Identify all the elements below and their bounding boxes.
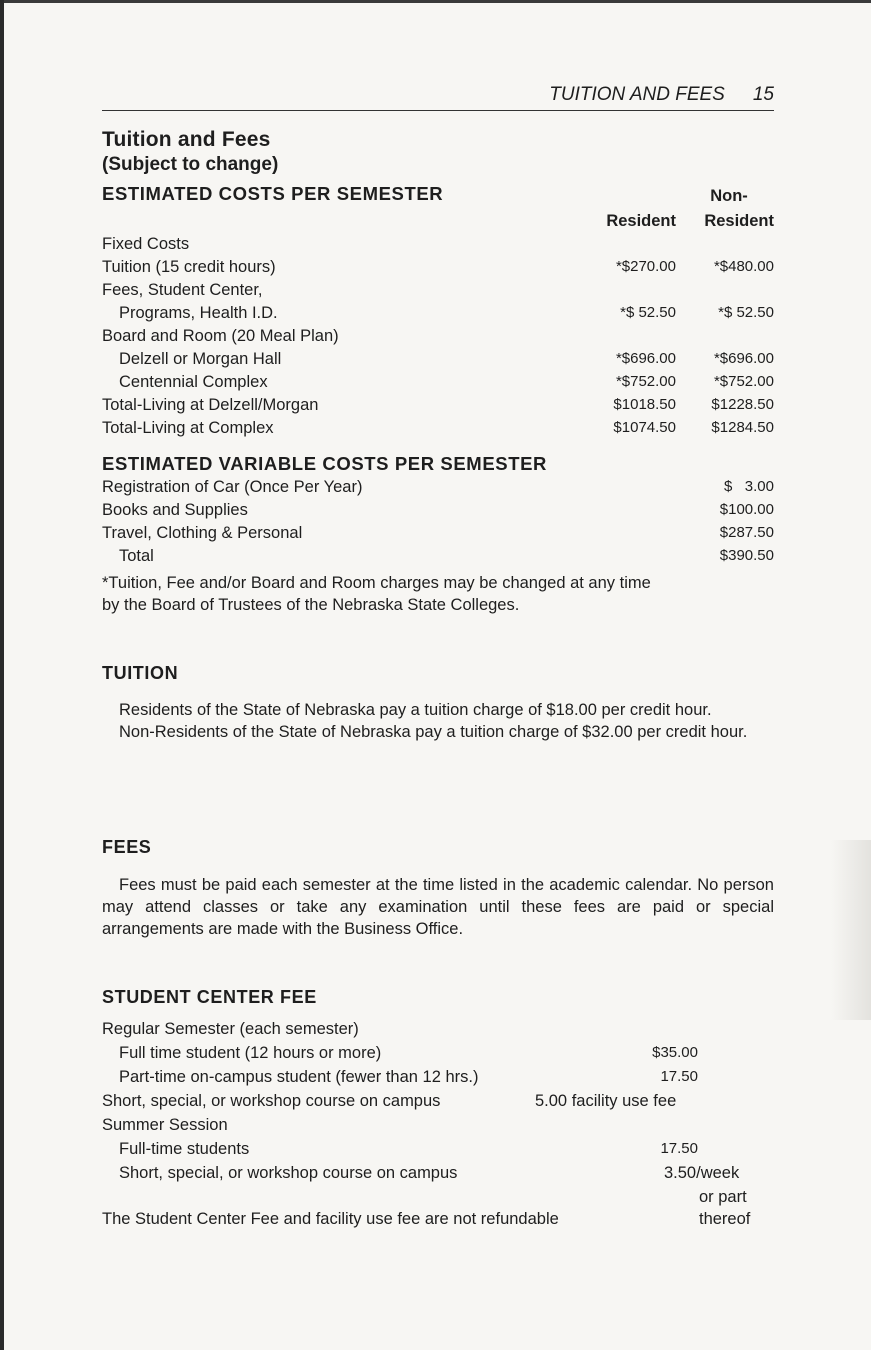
tuition-paragraph: Residents of the State of Nebraska pay a tuition charge of $18.00 per credit hour. — [119, 701, 712, 719]
table-row — [102, 258, 774, 280]
row-amount: 17.50 — [660, 1068, 698, 1085]
row-label: Travel, Clothing & Personal — [102, 524, 303, 542]
table-row — [102, 350, 774, 372]
row-label: Regular Semester (each semester) — [102, 1020, 359, 1038]
refund-note: The Student Center Fee and facility use fee are not refundable — [102, 1210, 559, 1228]
nonresident-cost: *$752.00 — [713, 373, 774, 390]
resident-cost: $1074.50 — [613, 419, 676, 436]
table-row — [102, 524, 774, 546]
tuition-text — [102, 699, 774, 743]
row-amount: 3.50/week — [664, 1164, 740, 1182]
resident-cost: *$270.00 — [615, 258, 676, 275]
variable-cost: $390.50 — [719, 547, 774, 564]
row-label: Board and Room (20 Meal Plan) — [102, 327, 339, 345]
row-amount: 17.50 — [660, 1140, 698, 1157]
col-resident: Resident — [606, 212, 676, 230]
row-label: Full time student (12 hours or more) — [119, 1044, 382, 1062]
table-row — [102, 373, 774, 395]
row-label: Total-Living at Delzell/Morgan — [102, 396, 319, 414]
resident-cost: *$ 52.50 — [620, 304, 676, 321]
row-label: Summer Session — [102, 1116, 228, 1134]
table-row — [102, 327, 774, 349]
nonresident-cost: $1228.50 — [711, 396, 774, 413]
row-label: Books and Supplies — [102, 501, 248, 519]
resident-cost: *$752.00 — [615, 373, 676, 390]
row-label: Full-time students — [119, 1140, 250, 1158]
variable-costs-heading: ESTIMATED VARIABLE COSTS PER SEMESTER — [102, 453, 547, 474]
table-row — [102, 1210, 774, 1232]
row-label: Fees, Student Center, — [102, 281, 263, 299]
variable-cost: $100.00 — [719, 501, 774, 518]
table-row — [102, 419, 774, 441]
row-amount: $35.00 — [652, 1044, 698, 1061]
row-note: thereof — [699, 1210, 751, 1228]
running-head — [102, 84, 774, 111]
row-label: Centennial Complex — [119, 373, 268, 391]
variable-cost: $287.50 — [719, 524, 774, 541]
table-row — [102, 396, 774, 418]
nonresident-cost: $1284.50 — [711, 419, 774, 436]
table-row — [102, 235, 774, 257]
variable-cost: $ 3.00 — [723, 478, 774, 495]
col-nonresident-line1: Non- — [710, 187, 748, 205]
page-number: 15 — [752, 84, 774, 105]
page-top-edge — [0, 0, 871, 3]
row-label: Fixed Costs — [102, 235, 190, 253]
page-title: Tuition and Fees — [102, 128, 271, 151]
resident-cost: *$696.00 — [615, 350, 676, 367]
row-label: Delzell or Morgan Hall — [119, 350, 282, 368]
row-note: or part — [699, 1188, 747, 1206]
nonresident-cost: *$ 52.50 — [718, 304, 774, 321]
estimated-costs-heading: ESTIMATED COSTS PER SEMESTER — [102, 183, 444, 204]
page-subtitle: (Subject to change) — [102, 154, 279, 175]
student-center-fee-heading: STUDENT CENTER FEE — [102, 987, 317, 1007]
table-row — [102, 501, 774, 523]
row-label: Programs, Health I.D. — [119, 304, 278, 322]
table-row — [102, 304, 774, 326]
footnote-line: *Tuition, Fee and/or Board and Room charges may be changed at any time — [102, 574, 651, 592]
nonresident-cost: *$696.00 — [713, 350, 774, 367]
row-label: Short, special, or workshop course on campus — [119, 1164, 458, 1182]
table-row — [102, 1044, 774, 1066]
table-row — [102, 1092, 774, 1114]
table-row — [102, 281, 774, 303]
footnote — [102, 572, 774, 616]
row-label: Registration of Car (Once Per Year) — [102, 478, 363, 496]
table-row — [102, 478, 774, 500]
row-label: Total-Living at Complex — [102, 419, 274, 437]
table-row — [102, 1140, 774, 1162]
table-row — [102, 1020, 774, 1042]
row-label: Short, special, or workshop course on campus — [102, 1092, 441, 1110]
col-nonresident-line2: Resident — [704, 212, 774, 230]
row-label: Total — [119, 547, 154, 565]
fees-paragraph: Fees must be paid each semester at the time listed in the academic calendar. No person may attend classes or take any examination until these fees are paid or special arrangements are made with the Business Office. — [102, 876, 774, 938]
running-head-title: TUITION AND FEES — [549, 84, 725, 105]
row-label: Part-time on-campus student (fewer than 12 hrs.) — [119, 1068, 479, 1086]
table-row — [102, 1188, 774, 1210]
scan-shadow — [831, 840, 871, 1020]
tuition-heading: TUITION — [102, 663, 179, 683]
footnote-line: by the Board of Trustees of the Nebraska State Colleges. — [102, 596, 520, 614]
resident-cost: $1018.50 — [613, 396, 676, 413]
table-row — [102, 1068, 774, 1090]
row-amount: 5.00 facility use fee — [535, 1092, 677, 1110]
table-row — [102, 1116, 774, 1138]
nonresident-cost: *$480.00 — [713, 258, 774, 275]
table-row — [102, 547, 774, 569]
fees-text — [102, 874, 774, 940]
page-binding-edge — [0, 0, 4, 1350]
fees-heading: FEES — [102, 837, 152, 857]
table-row — [102, 1164, 774, 1186]
tuition-paragraph: Non-Residents of the State of Nebraska pay a tuition charge of $32.00 per credit hour. — [119, 723, 748, 741]
row-label: Tuition (15 credit hours) — [102, 258, 276, 276]
